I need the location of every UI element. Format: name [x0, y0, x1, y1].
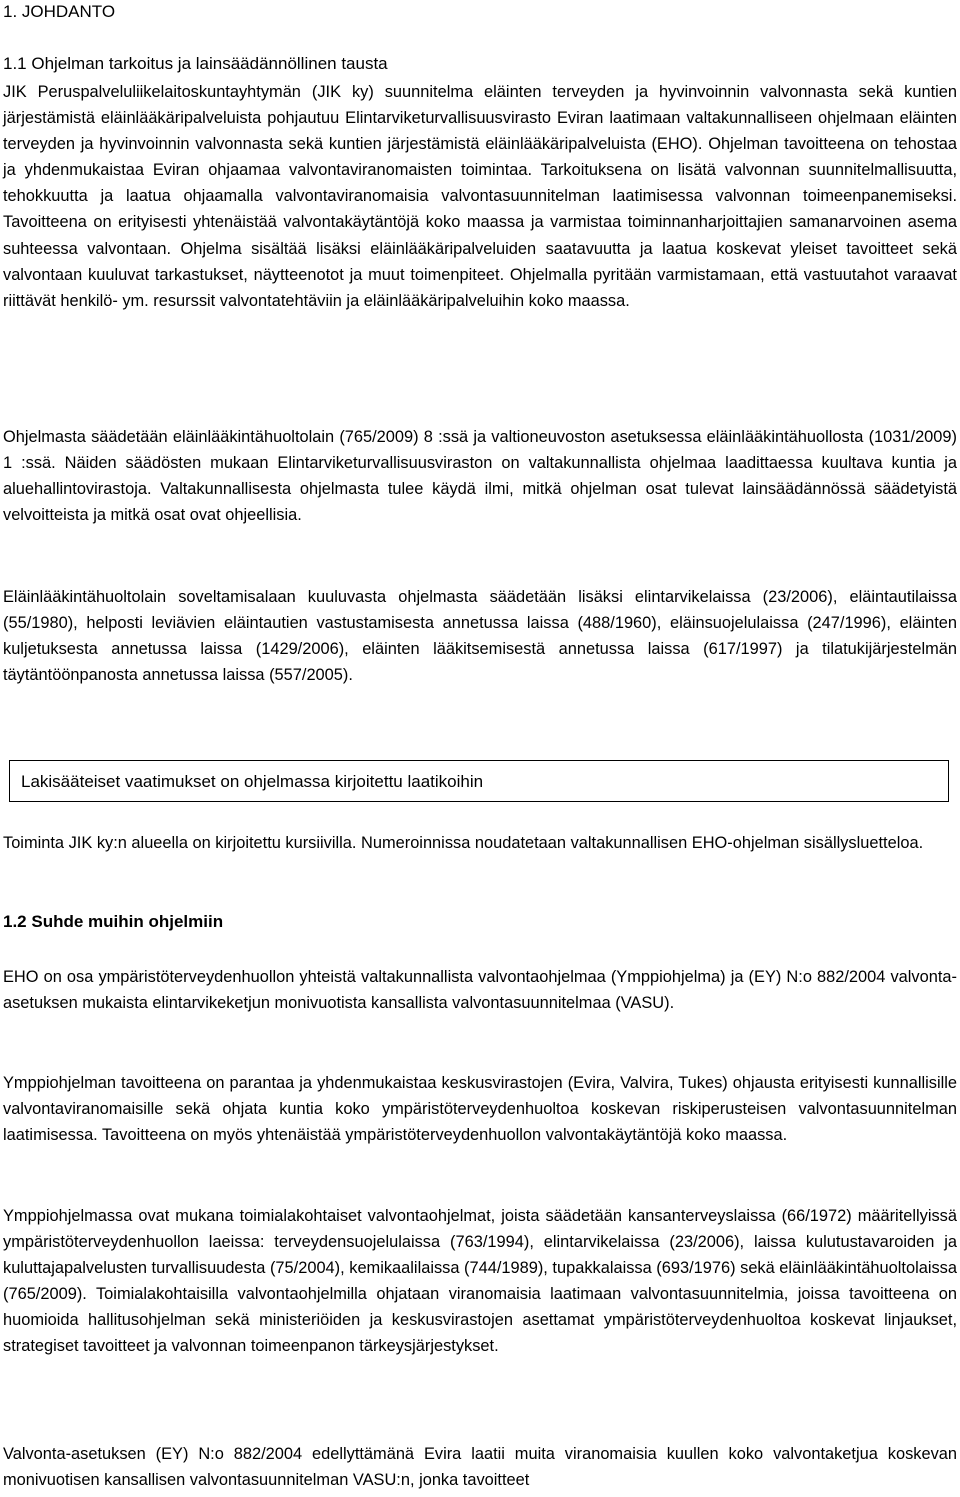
paragraph-purpose: JIK Peruspalveluliikelaitoskuntayhtymän (JIK ky) suunnitelma eläinten terveyden ja hyvinvoinnin valvonnasta sekä kuntien järjestämistä eläinlääkäripalveluista pohjautuu Elintarviketurvallisuusvirasto Eviran laatimaan valtakunnalliseen ohjelmaan eläinten terveyden ja hyvinvoinnin valvonnasta sekä kuntien järjestämistä eläinlääkäripalveluista (EHO). Ohjelman tavoitteena on tehostaa ja yhdenmukaistaa Eviran ohjaamaa valvontaviranomaisten toimintaa. Tarkoituksena on lisätä valvonnan suunnitelmallisuutta, tehokkuutta ja laatua ohjaamalla valvontaviranomaisia valvontasuunnitelman laatimisessa valvonnan toimeenpanemiseksi. Tavoitteena on erityisesti yhtenäistää valvontakäytäntöjä koko maassa ja varmistaa toiminnanharjoittajien samanarvoinen asema suhteessa valvontaan. Ohjelma sisältää lisäksi eläinlääkäripalveluiden saatavuutta ja laatua koskevat yleiset tavoitteet sekä valvontaan kuuluvat tarkastukset, näytteenotot ja muut toimenpiteet. Ohjelmalla pyritään varmistamaan, että vastuutahot varaavat riittävät henkilö- ym. resurssit valvontatehtäviin ja eläinlääkäripalveluihin koko maassa.: [3, 83, 957, 310]
legal-requirements-box: Lakisääteiset vaatimukset on ohjelmassa kirjoitettu laatikoihin: [9, 760, 949, 802]
section-heading-1-1: 1.1 Ohjelman tarkoitus ja lainsäädännöllinen tausta: [3, 54, 388, 73]
paragraph-vasu: Valvonta-asetuksen (EY) N:o 882/2004 edellyttämänä Evira laatii muita viranomaisia kuullen koko valvontaketjua koskevan monivuotisen kansallisen valvontasuunnitelman VASU:n, jonka tavoitteet: [3, 1445, 957, 1490]
paragraph-ymppi-programs: Ymppiohjelmassa ovat mukana toimialakohtaiset valvontaohjelmat, joista säädetään kansanterveyslaissa (66/1972) määritellyissä ympäristöterveydenhuollon laeissa: terveydensuojelulaissa (763/1994), elintarvikelaissa (23/2006), laissa kulutustavaroiden ja kuluttajapalvelusten turvallisuudesta (75/2004), kemikaalilaissa (744/1989), tupakkalaissa (693/1976) sekä eläinlääkintähuoltolaissa (765/2009). Toimialakohtaisilla valvontaohjelmilla ohjataan viranomaisia laatimaan valvontasuunnitelmia, joissa tavoitteena on huomioida hallitusohjelman sekä ministeriöiden ja keskusvirastojen asettamat ympäristöterveydenhuoltoa koskevat linjaukset, strategiset tavoitteet ja valvonnan toimeenpanon tärkeysjärjestykset.: [3, 1207, 957, 1356]
paragraph-legislation: Ohjelmasta säädetään eläinlääkintähuoltolain (765/2009) 8 :ssä ja valtioneuvoston asetuksessa eläinlääkintähuollosta (1031/2009) 1 :ssä. Näiden säädösten mukaan Elintarviketurvallisuusviraston on valtakunnallista ohjelmaa laadittaessa kuultava kuntia ja aluehallintovirastoja. Valtakunnallisesta ohjelmasta tulee käydä ilmi, mitkä ohjelman osat tulevat lainsäädännössä säädetyistä velvoitteista ja mitkä osat ovat ohjeellisia.: [3, 428, 957, 525]
section-heading-1-2: 1.2 Suhde muihin ohjelmiin: [3, 912, 224, 931]
paragraph-eho: EHO on osa ympäristöterveydenhuollon yhteistä valtakunnallista valvontaohjelmaa (Ymppiohjelma) ja (EY) N:o 882/2004 valvonta-asetuksen mukaista elintarvikeketjun monivuotista kansallista valvontasuunnitelmaa (VASU).: [3, 968, 957, 1013]
paragraph-related-laws: Eläinlääkintähuoltolain soveltamisalaan kuuluvasta ohjelmasta säädetään lisäksi elintarvikelaissa (23/2006), eläintautilaissa (55/1980), helposti leviävien eläintautien vastustamisesta annetussa laissa (488/1960), eläinsuojelulaissa (247/1996), eläinten kuljetuksesta annetussa laissa (1429/2006), eläinten lääkitsemisestä annetussa laissa (617/1997) ja tilatukijärjestelmän täytäntöönpanosta annetussa laissa (557/2005).: [3, 588, 957, 685]
chapter-heading: 1. JOHDANTO: [3, 2, 116, 21]
paragraph-ymppi-goal: Ymppiohjelman tavoitteena on parantaa ja yhdenmukaistaa keskusvirastojen (Evira, Valvira, Tukes) ohjausta erityisesti kunnallisille valvontaviranomaisille sekä ohjata kuntia koko ympäristöterveydenhuoltoa koskevan riskiperusteisen valvontasuunnitelman laatimisessa. Tavoitteena on myös yhtenäistää ympäristöterveydenhuollon valvontakäytäntöjä koko maassa.: [3, 1074, 957, 1145]
paragraph-notation: Toiminta JIK ky:n alueella on kirjoitettu kursiivilla. Numeroinnissa noudatetaan valtakunnallisen EHO-ohjelman sisällysluetteloa.: [3, 834, 924, 852]
